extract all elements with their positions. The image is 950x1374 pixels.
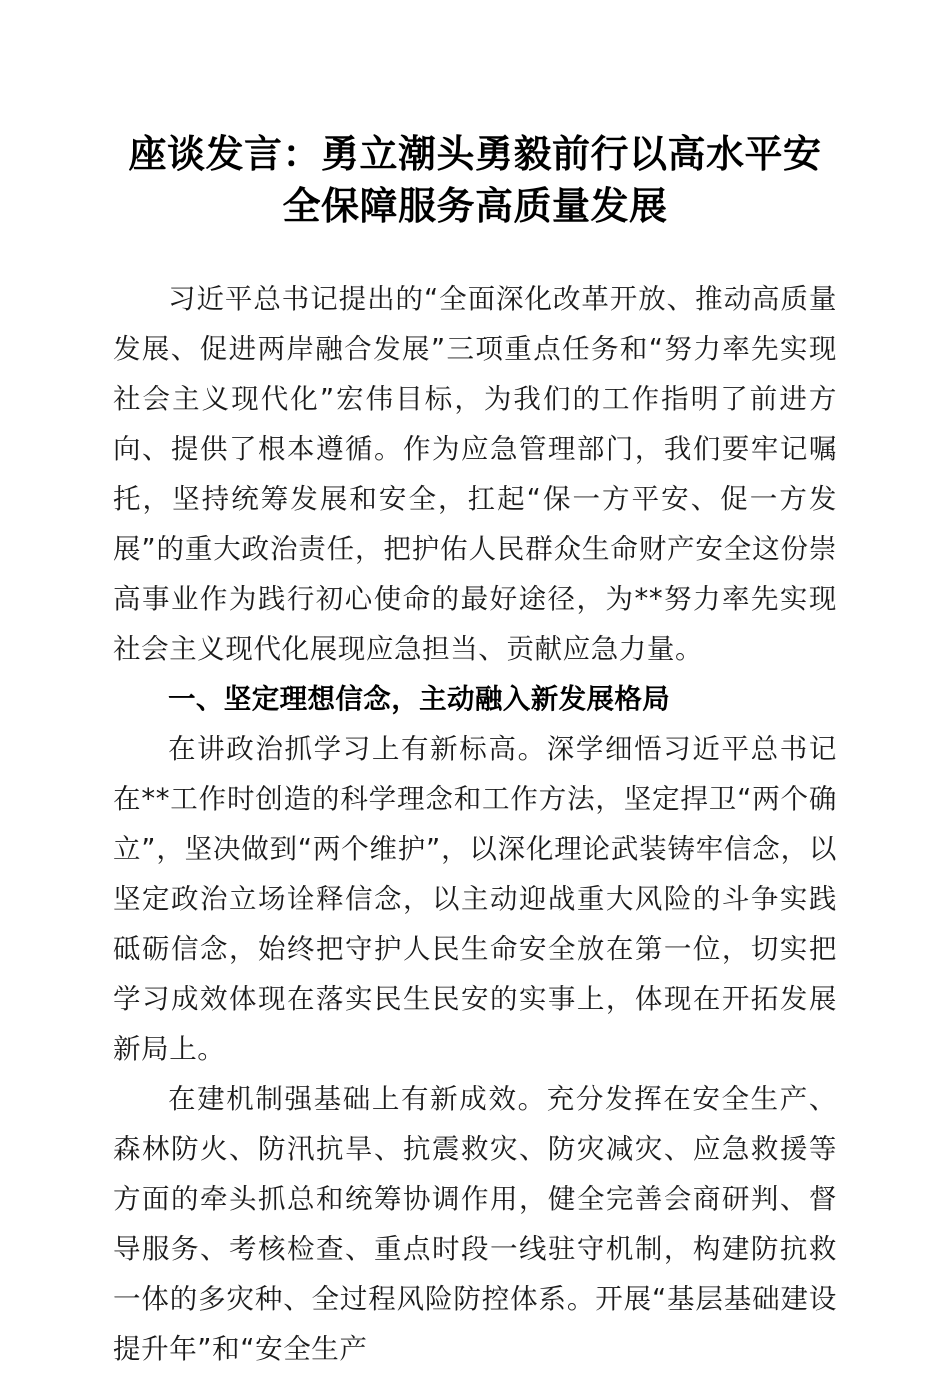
section-1-paragraph-1: 在讲政治抓学习上有新标高。深学细悟习近平总书记在**工作时创造的科学理念和工作方法，坚定捍卫“两个确立”，坚决做到“两个维护”，以深化理论武装铸牢信念，以坚定政治立场诠释信念，以主动迎战重大风险的斗争实践砥砺信念，始终把守护人民生命安全放在第一位，切实把学习成效体现在落实民生民安的实事上，体现在开拓发展新局上。	[113, 733, 837, 1065]
document-content	[113, 0, 837, 1374]
intro-paragraph: 习近平总书记提出的“全面深化改革开放、推动高质量发展、促进两岸融合发展”三项重点任务和“努力率先实现社会主义现代化”宏伟目标，为我们的工作指明了前进方向、提供了根本遵循。作为应急管理部门，我们要牢记嘱托，坚持统筹发展和安全，扛起“保一方平安、促一方发展”的重大政治责任，把护佑人民群众生命财产安全这份崇高事业作为践行初心使命的最好途径，为**努力率先实现社会主义现代化展现应急担当、贡献应急力量。	[113, 283, 837, 665]
document-body	[113, 274, 837, 1374]
section-1-paragraph-2: 在建机制强基础上有新成效。充分发挥在安全生产、森林防火、防汛抗旱、抗震救灾、防灾减灾、应急救援等方面的牵头抓总和统筹协调作用，健全完善会商研判、督导服务、考核检查、重点时段一线驻守机制，构建防抗救一体的多灾种、全过程风险防控体系。开展“基层基础建设提升年”和“安全生产	[113, 1083, 837, 1365]
page-title: 座谈发言：勇立潮头勇毅前行以高水平安全保障服务高质量发展	[128, 131, 822, 228]
section-heading-1: 一、坚定理想信念，主动融入新发展格局	[168, 683, 671, 715]
